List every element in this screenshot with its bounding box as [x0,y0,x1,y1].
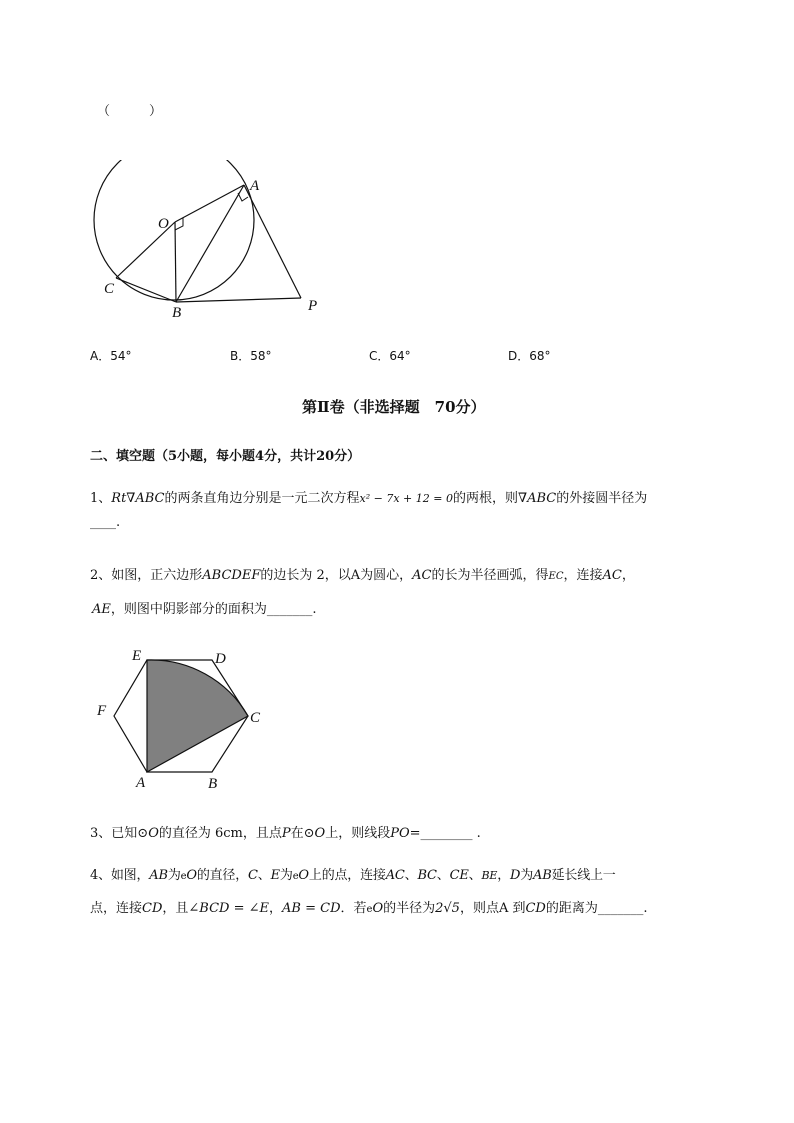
q2-text2: 的边长为 2，以A为圆心， [260,568,413,583]
q4-bc: BC [417,868,437,883]
label-P: P [308,298,318,314]
q2-arc: EC [548,571,564,582]
q3-num: 3、 [90,826,112,841]
section-heading: 二、填空题（5小题，每小题4分，共计20分） [90,449,361,464]
question-4-line1 [90,864,616,883]
q1-triangle: ∇ABC [126,491,165,506]
label-B: B [172,305,182,321]
q1-triangle2: ∇ABC [518,491,557,506]
option-b: B．58° [230,349,272,363]
question-2-line1 [90,564,635,583]
q1-text2: 的两根，则 [452,491,518,506]
label-C: C [104,281,115,297]
q4-ce: CE [449,868,469,883]
circle-tangent-figure [90,160,340,325]
q2-text3: 的长为半径画弧，得 [431,568,549,583]
question-4-line2 [90,897,648,916]
option-a: A．54° [90,349,132,363]
q2-text1: 如图，正六边形 [111,568,203,583]
q4-num: 4、 [90,868,111,883]
hex-label-A: A [136,775,146,791]
q1-text: 的两条直角边分别是一元二次方程 [164,491,360,506]
hexagon-figure [92,645,272,795]
q4-t11: 为 [520,868,534,883]
q4-t3: 的直径， [196,868,249,883]
q2-ae: AE [92,602,111,617]
q4-t12: 延长线上一 [551,868,616,883]
question-1-line1 [90,487,647,506]
q4-l2-t6: ，则点A 到 [459,901,526,916]
q4-t1: 如图， [110,868,150,883]
hex-label-E: E [132,648,142,664]
option-d: D．68° [508,349,551,363]
q1-rt: Rt [111,491,127,506]
q4-c: C [248,868,258,883]
q1-num: 1、 [90,491,112,506]
part-title: 第Ⅱ卷（非选择题 70分） [302,398,486,416]
q4-t8: 、 [436,868,450,883]
q4-t5: 为 [279,868,293,883]
q4-blank: 的距离为_______. [545,901,648,916]
q2-text5: ， [621,568,635,583]
q4-l2-t2: ，且 [162,901,189,916]
q4-d: D [510,868,521,883]
hex-label-B: B [208,776,218,792]
q3-text1: 已知⊙ [111,826,149,841]
q4-cd: CD [142,901,163,916]
q4-l2-t5: 的半径为 [383,901,436,916]
q4-radius: 2√5 [435,901,460,916]
q4-t2: 为 [167,868,181,883]
q1-equation: x² − 7x + 12 = 0 [359,492,453,505]
hex-label-D: D [215,651,226,667]
hex-label-F: F [97,703,107,719]
q3-p: P [281,826,291,841]
q1-blank: ____. [90,515,121,530]
label-O: O [158,216,169,232]
q4-ac: AC [385,868,405,883]
q2-blank: ，则图中阴影部分的面积为_______. [110,602,317,617]
q2-ac: AC [412,568,432,583]
question-2-line2 [92,598,317,617]
q4-o3: O [372,901,384,916]
q4-l2-t3: ， [269,901,283,916]
q2-ac2: AC [602,568,622,583]
q4-t4: 、 [257,868,271,883]
q4-circ3: e [366,904,373,915]
q4-ab2: AB [533,868,552,883]
q4-circ2: e [292,871,299,882]
q1-text3: 的外接圆半径为 [556,491,648,506]
label-A: A [250,178,260,194]
q3-po: PO [390,826,410,841]
q4-circ: e [180,871,187,882]
q4-ab-cd: AB = CD [282,901,341,916]
q4-angle-eq: ∠BCD = ∠E [188,901,270,916]
q4-be: BE [481,869,498,882]
hex-label-C: C [250,710,261,726]
q4-o2: O [298,868,309,883]
q4-o: O [186,868,197,883]
q3-blank: =________ . [409,826,481,841]
q4-t10: ， [497,868,510,883]
q3-text3: 在⊙ [290,826,315,841]
q2-num: 2、 [90,568,112,583]
q4-t6: 上的点，连接 [308,868,386,883]
q4-cd2: CD [525,901,546,916]
q3-o2: O [314,826,326,841]
q4-l2-t4: ．若 [340,901,367,916]
option-c: C．64° [369,349,411,363]
q3-text2: 的直径为 6cm，且点 [158,826,282,841]
q2-text4: ，连接 [563,568,603,583]
q3-text4: 上，则线段 [325,826,391,841]
q4-ab: AB [149,868,168,883]
q2-hexagon: ABCDEF [202,568,261,583]
q3-o: O [148,826,159,841]
q4-l2-t1: 点，连接 [90,901,143,916]
answer-bracket: （ ） [97,104,163,119]
q4-t9: 、 [468,868,482,883]
q4-t7: 、 [404,868,418,883]
question-3 [90,822,481,841]
q4-e: E [270,868,280,883]
